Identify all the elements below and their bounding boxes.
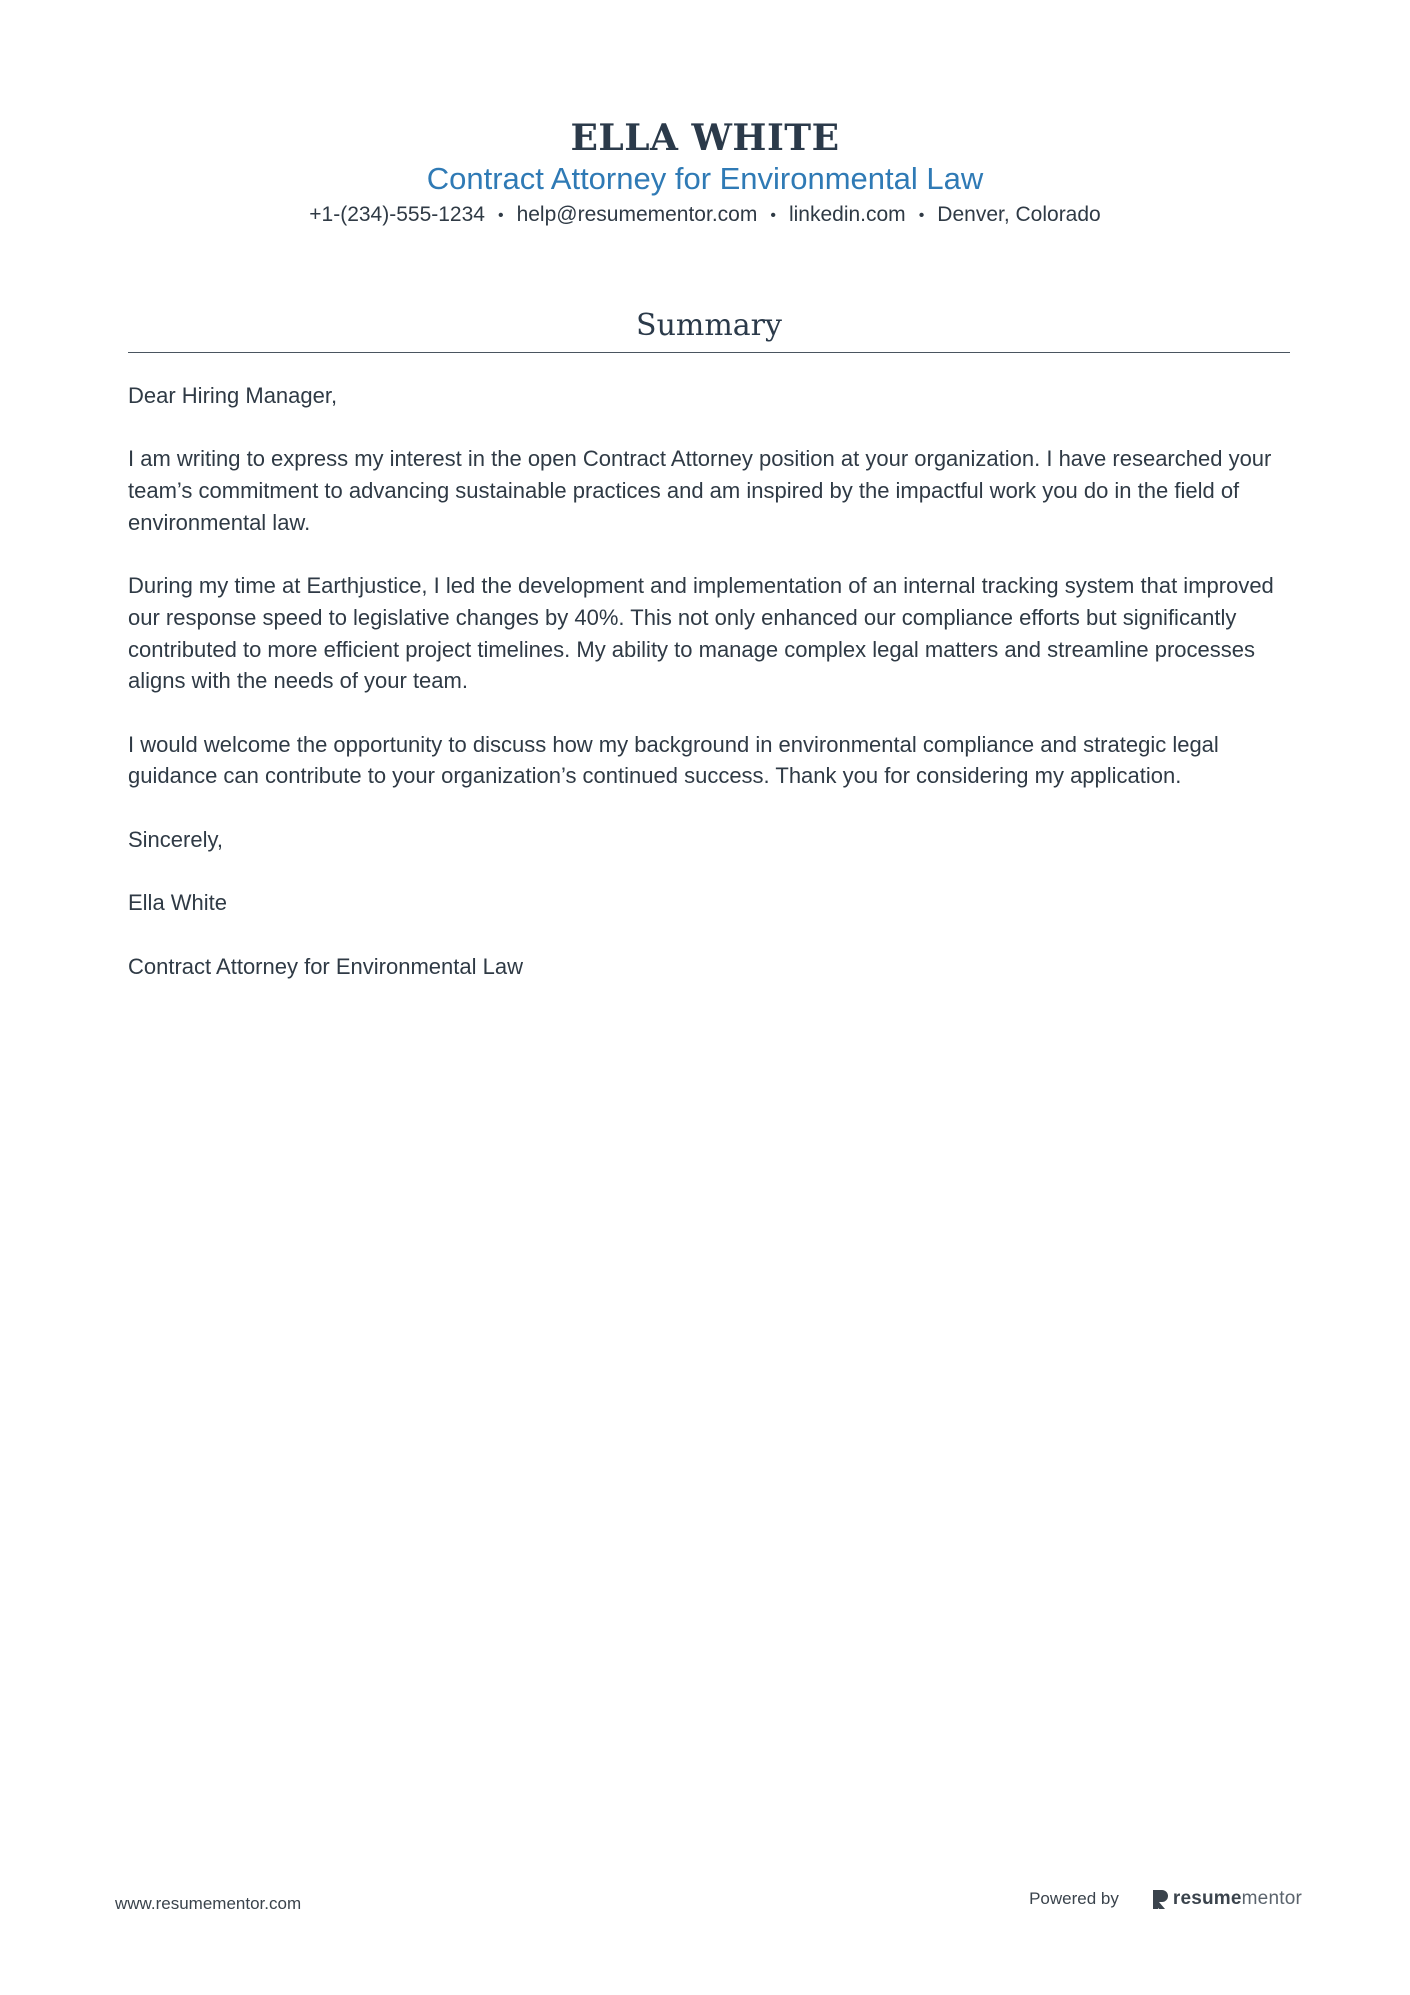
section-title-summary: Summary bbox=[636, 308, 782, 343]
contact-linkedin[interactable]: linkedin.com bbox=[788, 203, 906, 226]
powered-by-label: Powered by bbox=[1029, 1889, 1119, 1908]
candidate-name: ELLA WHITE bbox=[570, 117, 840, 159]
footer-website[interactable]: www.resumementor.com bbox=[115, 1894, 302, 1913]
signature-name: Ella White bbox=[128, 890, 228, 916]
letter-header bbox=[0, 116, 1410, 230]
contact-separator: • bbox=[918, 207, 925, 224]
contact-email[interactable]: help@resumementor.com bbox=[516, 203, 758, 226]
candidate-title: Contract Attorney for Environmental Law bbox=[426, 161, 984, 196]
contact-line bbox=[0, 201, 1410, 230]
contact-location: Denver, Colorado bbox=[937, 203, 1101, 226]
resumementor-logo-icon bbox=[1151, 1888, 1169, 1910]
signature-title: Contract Attorney for Environmental Law bbox=[128, 953, 523, 979]
brand-name-light: mentor bbox=[1241, 1888, 1302, 1909]
letter-paragraph: I am writing to express my interest in the open Contract Attorney position at your organization. I have researched your team’s commitment to advancing sustainable practices and am inspired by the impactful work you do in the field of environmental law. bbox=[128, 446, 1272, 535]
letter-body bbox=[128, 380, 1290, 1014]
brand-logo[interactable] bbox=[1151, 1888, 1302, 1910]
section-divider bbox=[128, 352, 1290, 353]
letter-paragraph: During my time at Earthjustice, I led the development and implementation of an internal tracking system that improved our response speed to legislative changes by 40%. This not only enhanced our compliance efforts but significantly contributed to more efficient project timelines. My ability to manage complex legal matters and streamline processes aligns with the needs of your team. bbox=[128, 573, 1274, 694]
contact-phone: +1-(234)-555-1234 bbox=[309, 203, 485, 226]
letter-closing: Sincerely, bbox=[128, 826, 223, 852]
letter-salutation: Dear Hiring Manager, bbox=[128, 383, 338, 408]
letter-paragraph: I would welcome the opportunity to discuss how my background in environmental compliance and strategic legal guidance can contribute to your organization’s continued success. Thank you for considering my application. bbox=[128, 731, 1219, 789]
contact-separator: • bbox=[770, 207, 776, 224]
brand-name-bold: resume bbox=[1172, 1888, 1242, 1909]
contact-separator: • bbox=[497, 207, 504, 224]
footer-branding bbox=[1029, 1888, 1302, 1910]
